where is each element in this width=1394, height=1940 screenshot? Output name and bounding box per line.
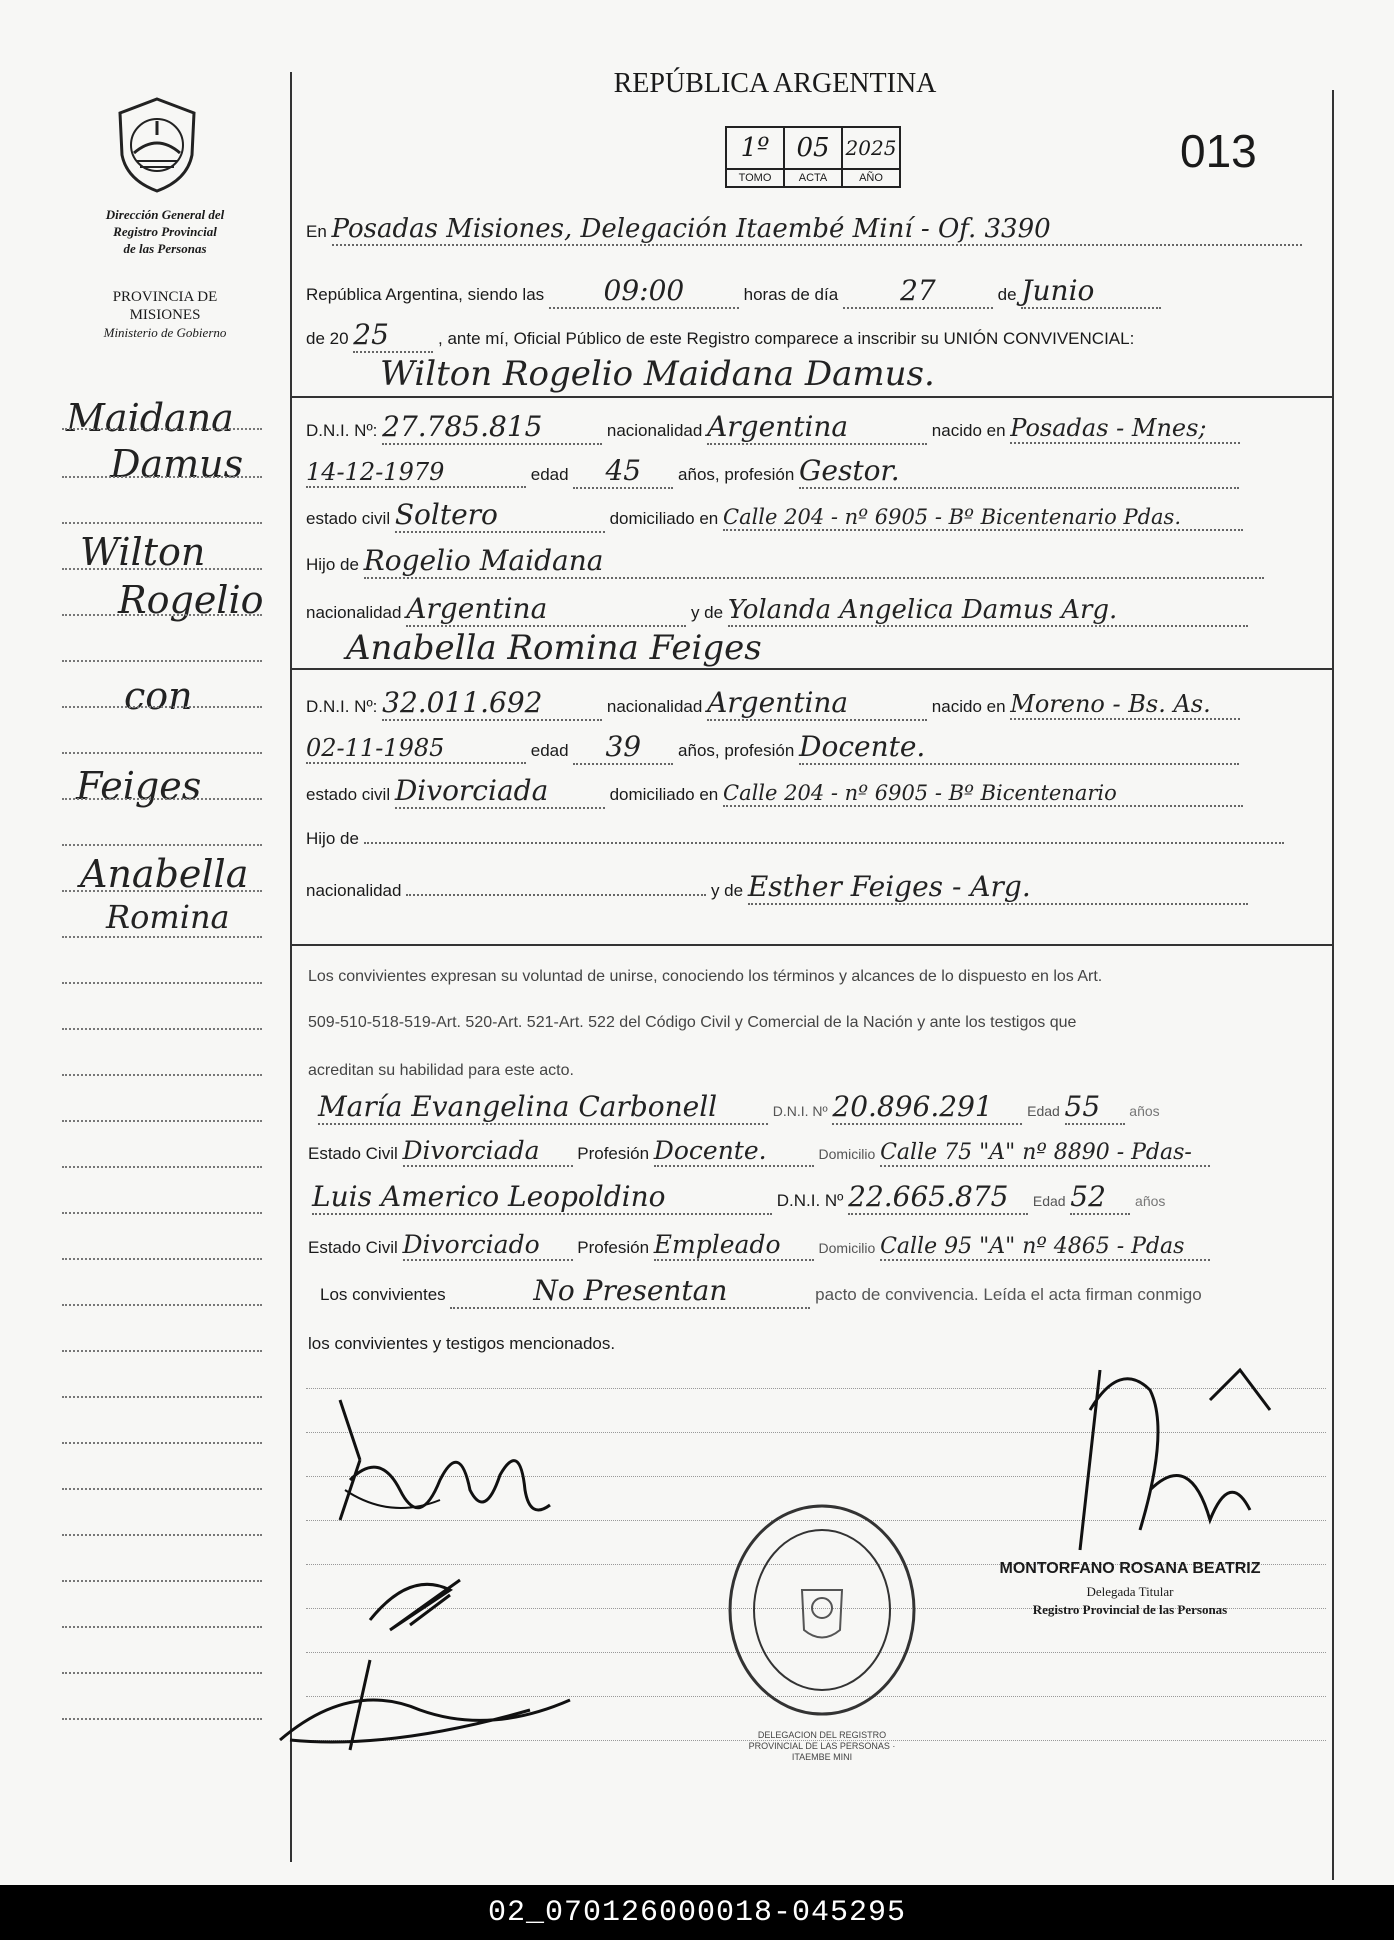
conv1-madre: Yolanda Angelica Damus Arg. bbox=[728, 595, 1248, 627]
margin-line bbox=[62, 1488, 262, 1490]
margin-line bbox=[62, 844, 262, 846]
testigo1-domicilio: Calle 75 "A" nº 8890 - Pdas- bbox=[880, 1140, 1210, 1167]
nacido-label: nacido en bbox=[931, 421, 1006, 440]
testigo1-anios-label: años bbox=[1129, 1103, 1160, 1119]
margin-name-3: Wilton bbox=[80, 530, 206, 574]
testigo2-row-2 bbox=[308, 1230, 1210, 1261]
hijo-label: Hijo de bbox=[306, 829, 359, 848]
margin-line bbox=[62, 982, 262, 984]
testigo2-dni: 22.665.875 bbox=[848, 1180, 1028, 1215]
yde-label: y de bbox=[710, 881, 744, 900]
margin-line bbox=[62, 1626, 262, 1628]
margin-line bbox=[62, 1304, 262, 1306]
conv1-nacido-en: Posadas - Mnes; bbox=[1010, 414, 1240, 444]
testigo2-edad-label: Edad bbox=[1032, 1193, 1066, 1209]
testigo2-dni-label: D.N.I. Nº bbox=[776, 1191, 844, 1210]
provincia-block bbox=[60, 288, 270, 342]
profesion-label: años, profesión bbox=[678, 741, 795, 760]
signature-conviviente-2 bbox=[360, 1550, 500, 1640]
republica-label: República Argentina, siendo las bbox=[306, 285, 545, 304]
acta-cell bbox=[785, 126, 843, 188]
margin-line bbox=[62, 476, 262, 478]
margin-line bbox=[62, 1028, 262, 1030]
margin-line bbox=[62, 1534, 262, 1536]
conv2-nacionalidad: Argentina bbox=[707, 686, 927, 721]
dni-label: D.N.I. Nº: bbox=[306, 697, 378, 716]
edad-label: edad bbox=[530, 465, 569, 484]
margin-name-1: Maidana bbox=[66, 396, 234, 440]
conv2-profesion: Docente. bbox=[799, 730, 1239, 765]
margin-line bbox=[62, 1580, 262, 1582]
anio-suffix-value: 25 bbox=[353, 318, 433, 353]
nacionalidad-label: nacionalidad bbox=[606, 421, 703, 440]
margin-line bbox=[62, 568, 262, 570]
registro-stamp-icon bbox=[722, 1500, 922, 1720]
conv1-row-4 bbox=[306, 544, 1264, 579]
conv2-row-3 bbox=[306, 774, 1243, 809]
signature-conviviente-1 bbox=[320, 1390, 560, 1530]
conv2-row-2 bbox=[306, 730, 1239, 765]
testigo1-estado: Divorciada bbox=[403, 1136, 573, 1167]
acta-label: ACTA bbox=[798, 172, 828, 184]
margin-line bbox=[62, 1166, 262, 1168]
margin-name-5: con bbox=[124, 674, 193, 718]
signature-oficial bbox=[990, 1330, 1320, 1570]
pacto-rest: pacto de convivencia. Leída el acta firman conmigo bbox=[815, 1285, 1202, 1304]
margin-line bbox=[62, 1258, 262, 1260]
conv2-domicilio: Calle 204 - nº 6905 - Bº Bicentenario bbox=[723, 781, 1243, 807]
testigo1-dni: 20.896.291 bbox=[832, 1090, 1022, 1125]
conv1-nac-padre: Argentina bbox=[406, 592, 686, 627]
ministerio-label: Ministerio de Gobierno bbox=[103, 325, 227, 340]
conv1-row-2 bbox=[306, 454, 1239, 489]
conviviente2-nombre: Anabella Romina Feiges bbox=[346, 628, 762, 668]
conv1-profesion: Gestor. bbox=[799, 454, 1239, 489]
margin-line bbox=[62, 1396, 262, 1398]
de20-label: de 20 bbox=[306, 329, 349, 348]
hora-value: 09:00 bbox=[549, 274, 739, 309]
anio-value: 2025 bbox=[843, 128, 899, 170]
conv2-row-5 bbox=[306, 870, 1248, 905]
conv1-row-3 bbox=[306, 498, 1243, 533]
pacto-final: los convivientes y testigos mencionados. bbox=[308, 1334, 616, 1353]
margin-line bbox=[62, 428, 262, 430]
pacto-label: Los convivientes bbox=[320, 1285, 446, 1304]
domicilio-label: domiciliado en bbox=[609, 785, 719, 804]
direccion-line-3: de las Personas bbox=[123, 241, 207, 256]
stamp-text: DELEGACION DEL REGISTRO PROVINCIAL DE LAS PERSONAS · ITAEMBE MINI bbox=[748, 1730, 896, 1762]
pacto-value: No Presentan bbox=[450, 1274, 810, 1309]
margin-line bbox=[62, 660, 262, 662]
testigo1-estado-label: Estado Civil bbox=[308, 1144, 398, 1163]
left-margin-rule bbox=[290, 72, 292, 1862]
testigo2-estado-label: Estado Civil bbox=[308, 1238, 398, 1257]
conv2-estado: Divorciada bbox=[395, 774, 605, 809]
de-label: de bbox=[997, 285, 1017, 304]
acta-value: 05 bbox=[785, 128, 841, 170]
signature-testigo bbox=[270, 1640, 590, 1760]
estado-label: estado civil bbox=[306, 509, 391, 528]
margin-line bbox=[62, 798, 262, 800]
oficial-cargo: Delegada Titular bbox=[1086, 1584, 1174, 1599]
intro-row-1 bbox=[306, 214, 1302, 246]
edad-label: edad bbox=[530, 741, 569, 760]
conv2-row-4 bbox=[306, 826, 1284, 849]
texto-linea-2: 509-510-518-519-Art. 520-Art. 521-Art. 522 del Código Civil y Comercial de la Nación y ante los testigos que bbox=[308, 1014, 1077, 1031]
testigo2-estado: Divorciado bbox=[403, 1230, 573, 1261]
misiones-label: MISIONES bbox=[129, 307, 201, 323]
anio-cell bbox=[843, 126, 901, 188]
en-label: En bbox=[306, 222, 327, 241]
conv1-row-1 bbox=[306, 410, 1240, 445]
testigo2-anios-label: años bbox=[1135, 1193, 1166, 1209]
margin-name-7: Anabella bbox=[80, 852, 249, 896]
conv2-dni: 32.011.692 bbox=[382, 686, 602, 721]
nacido-label: nacido en bbox=[931, 697, 1006, 716]
testigo2-profesion-label: Profesión bbox=[577, 1238, 650, 1257]
conviviente1-name-row bbox=[380, 354, 935, 394]
conv2-fecha-nac: 02-11-1985 bbox=[306, 734, 526, 764]
testigo2-row-1 bbox=[312, 1180, 1165, 1215]
province-seal-icon bbox=[112, 95, 202, 195]
oficial-nombre: MONTORFANO ROSANA BEATRIZ bbox=[999, 1560, 1261, 1577]
direccion-general bbox=[60, 206, 270, 257]
nac-padre-label: nacionalidad bbox=[306, 603, 402, 622]
yde-label: y de bbox=[690, 603, 724, 622]
anio-label: AÑO bbox=[859, 172, 883, 184]
conv1-row-5 bbox=[306, 592, 1248, 627]
nac-label: nacionalidad bbox=[306, 881, 402, 900]
margin-line bbox=[62, 1442, 262, 1444]
dni-label: D.N.I. Nº: bbox=[306, 421, 378, 440]
tomo-cell bbox=[725, 126, 785, 188]
testigo1-nombre: María Evangelina Carbonell bbox=[318, 1090, 768, 1125]
margin-line bbox=[62, 614, 262, 616]
section-divider bbox=[290, 668, 1332, 670]
acta-number: 013 bbox=[1180, 125, 1257, 177]
conv2-padre-empty bbox=[364, 826, 1284, 844]
tomo-value: 1º bbox=[727, 128, 783, 170]
testigo2-domicilio-label: Domicilio bbox=[818, 1240, 876, 1256]
profesion-label: años, profesión bbox=[678, 465, 795, 484]
conv1-padre: Rogelio Maidana bbox=[364, 544, 1264, 579]
margin-line bbox=[62, 1212, 262, 1214]
testigo1-row-1 bbox=[318, 1090, 1160, 1125]
margin-line bbox=[62, 706, 262, 708]
oficial-registro: Registro Provincial de las Personas bbox=[1032, 1602, 1228, 1617]
tomo-label: TOMO bbox=[738, 172, 772, 184]
place-value: Posadas Misiones, Delegación Itaembé Miní - Of. 3390 bbox=[332, 214, 1302, 246]
direccion-line-2: Registro Provincial bbox=[113, 224, 217, 239]
intro-row-3 bbox=[306, 318, 1134, 353]
conv1-nacionalidad: Argentina bbox=[707, 410, 927, 445]
testigo1-profesion-label: Profesión bbox=[577, 1144, 650, 1163]
testigo1-row-2 bbox=[308, 1136, 1210, 1167]
margin-line bbox=[62, 1120, 262, 1122]
margin-name-4: Rogelio bbox=[118, 578, 264, 622]
pacto-final-row bbox=[308, 1334, 615, 1354]
testigo2-profesion: Empleado bbox=[654, 1230, 814, 1261]
conv1-estado: Soltero bbox=[395, 498, 605, 533]
margin-line bbox=[62, 522, 262, 524]
section-divider bbox=[290, 396, 1332, 398]
testigo2-domicilio: Calle 95 "A" nº 4865 - Pdas bbox=[880, 1234, 1210, 1261]
testigo1-domicilio-label: Domicilio bbox=[818, 1146, 876, 1162]
margin-line bbox=[62, 752, 262, 754]
texto-linea-3: acreditan su habilidad para este acto. bbox=[308, 1062, 574, 1079]
nacionalidad-label: nacionalidad bbox=[606, 697, 703, 716]
conv2-madre: Esther Feiges - Arg. bbox=[748, 870, 1248, 905]
conviviente2-name-row bbox=[346, 628, 762, 668]
testigo2-edad: 52 bbox=[1070, 1180, 1130, 1215]
mes-value: Junio bbox=[1021, 274, 1161, 309]
oficial-block bbox=[980, 1560, 1280, 1618]
dia-value: 27 bbox=[843, 274, 993, 309]
margin-line bbox=[62, 890, 262, 892]
conviviente1-nombre: Wilton Rogelio Maidana Damus. bbox=[380, 354, 935, 394]
section-divider bbox=[290, 944, 1332, 946]
pacto-row bbox=[320, 1274, 1202, 1309]
testigo1-edad: 55 bbox=[1065, 1090, 1125, 1125]
margin-line bbox=[62, 1718, 262, 1720]
domicilio-label: domiciliado en bbox=[609, 509, 719, 528]
conv2-nacido-en: Moreno - Bs. As. bbox=[1010, 690, 1240, 720]
conv1-fecha-nac: 14-12-1979 bbox=[306, 458, 526, 488]
conv2-edad: 39 bbox=[573, 730, 673, 765]
intro-row-2 bbox=[306, 274, 1161, 309]
direccion-line-1: Dirección General del bbox=[105, 207, 225, 222]
conv1-edad: 45 bbox=[573, 454, 673, 489]
margin-line bbox=[62, 936, 262, 938]
footer-code: 02_070126000018-045295 bbox=[0, 1885, 1394, 1940]
testigo1-edad-label: Edad bbox=[1027, 1103, 1060, 1119]
margin-line bbox=[62, 1074, 262, 1076]
right-margin-rule bbox=[1332, 90, 1334, 1880]
conv2-nac-empty bbox=[406, 878, 706, 896]
margin-line bbox=[62, 1672, 262, 1674]
testigo1-dni-label: D.N.I. Nº bbox=[772, 1103, 828, 1119]
hijo-label: Hijo de bbox=[306, 555, 359, 574]
estado-label: estado civil bbox=[306, 785, 391, 804]
provincia-label: PROVINCIA DE bbox=[112, 289, 218, 305]
document-title: REPÚBLICA ARGENTINA bbox=[613, 68, 937, 99]
margin-name-2: Damus bbox=[110, 442, 244, 486]
conv1-domicilio: Calle 204 - nº 6905 - Bº Bicentenario Pdas. bbox=[723, 505, 1243, 531]
conv2-row-1 bbox=[306, 686, 1240, 721]
texto-linea-1: Los convivientes expresan su voluntad de unirse, conociendo los términos y alcances de lo dispuesto en los Art. bbox=[308, 968, 1103, 985]
testigo1-profesion: Docente. bbox=[654, 1136, 814, 1167]
margin-line bbox=[62, 1350, 262, 1352]
ante-text: , ante mí, Oficial Público de este Registro comparece a inscribir su UNIÓN CONVIVENCIAL: bbox=[438, 329, 1135, 348]
conv1-dni: 27.785.815 bbox=[382, 410, 602, 445]
testigo2-nombre: Luis Americo Leopoldino bbox=[312, 1180, 772, 1215]
margin-name-6: Feiges bbox=[76, 764, 202, 808]
horas-label: horas de día bbox=[743, 285, 839, 304]
tomo-acta-anio-box bbox=[725, 126, 901, 188]
margin-name-8: Romina bbox=[106, 898, 230, 936]
